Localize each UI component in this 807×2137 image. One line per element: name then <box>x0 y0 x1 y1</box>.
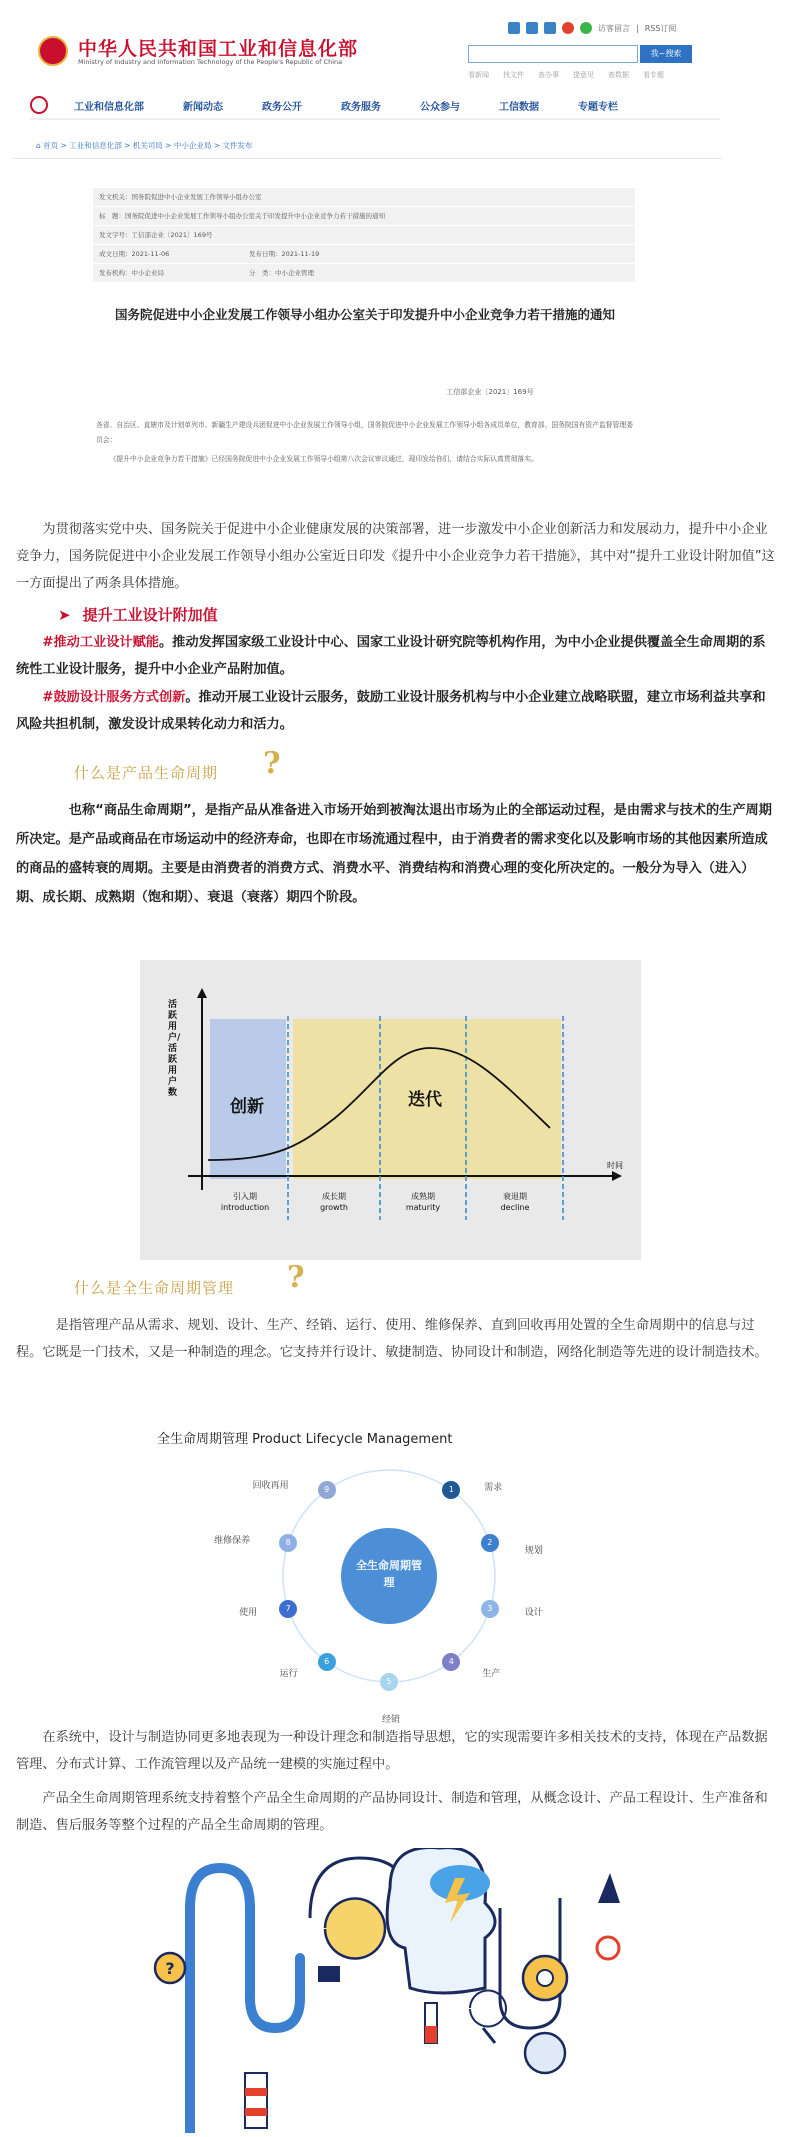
plm-center-label: 全生命周期管理 <box>356 1559 422 1589</box>
plm-node-label: 维修保养 <box>214 1536 251 1547</box>
breadcrumb-item[interactable]: 中小企业局 <box>173 141 212 150</box>
breadcrumb-item[interactable]: 文件发布 <box>222 141 253 150</box>
plm-node: 2 <box>481 1534 499 1552</box>
site-subtitle: Ministry of Industry and Information Technology of the People's Republic of China <box>78 58 343 66</box>
stage-label-en: maturity <box>405 1203 441 1212</box>
home-icon[interactable] <box>30 96 48 114</box>
rss-link[interactable]: RSS订阅 <box>644 23 677 33</box>
document-body <box>96 418 636 467</box>
accessibility-icon[interactable] <box>508 22 520 34</box>
quick-links <box>468 70 664 80</box>
plm-node-label: 运行 <box>279 1668 298 1679</box>
plc-paragraph: 也称“商品生命周期”，是指产品从准备进入市场开始到被淘汰退出市场为止的全部运动过程，是由需求与技术的生产周期所决定。是产品或商品在市场运动中的经济寿命，也即在市场流通过程中，由于消费者的需求变化以及影响市场的其他因素所造成的商品的盛转衰的周期。主要是由消费者的消费方式、消费水平、消费结构和消费心理的变化所决定的。一般分为导入（进入）期、成长期、成熟期（饱和期）、衰退（衰落）期四个阶段。 <box>16 803 772 905</box>
document-title: 国务院促进中小企业发展工作领导小组办公室关于印发提升中小企业竞争力若干措施的通知 <box>114 307 615 322</box>
quick-link[interactable]: 提意见 <box>573 71 594 79</box>
document-meta-table <box>93 188 635 283</box>
plm-node: 8 <box>279 1534 297 1552</box>
plm-node-label: 使用 <box>239 1607 258 1618</box>
breadcrumb: ⌂ 首页 > 工业和信息化部 > 机关司局 > 中小企业局 > 文件发布 <box>36 141 253 150</box>
heading-what-is-plm: 什么是全生命周期管理 <box>74 1279 235 1297</box>
plm-node-label: 需求 <box>484 1483 503 1494</box>
measure-2-paragraph: #鼓励设计服务方式创新。推动开展工业设计云服务，鼓励工业设计服务机构与中小企业建立战略联盟，建立市场利益共享和风险共担机制，激发设计成果转化动力和活力。 <box>16 690 766 732</box>
innovation-zone-label: 创新 <box>230 1097 264 1117</box>
plm-node: 5 <box>380 1673 398 1691</box>
stage-label-en: growth <box>320 1203 348 1212</box>
stage-label-cn: 成熟期 <box>411 1192 435 1201</box>
site-title: 中华人民共和国工业和信息化部 <box>78 38 359 60</box>
plm-node-label: 经销 <box>381 1715 400 1725</box>
meta-title: 标 题：国务院促进中小企业发展工作领导小组办公室关于印发提升中小企业竞争力若干措施的通知 <box>99 212 385 220</box>
plm-node: 7 <box>279 1600 297 1618</box>
quick-link[interactable]: 找文件 <box>503 71 524 79</box>
intro-paragraph: 为贯彻落实党中央、国务院关于促进中小企业健康发展的决策部署，进一步激发中小企业创新活力和发展动力，提升中小企业竞争力，国务院促进中小企业发展工作领导小组办公室近日印发《提升中小企业竞争力若干措施》，其中对“提升工业设计附加值”这一方面提出了两条具体措施。 <box>16 522 775 591</box>
plm-node-label: 回收再用 <box>252 1481 289 1492</box>
y-axis-label: 活跃用户/活跃用户数 <box>168 1000 181 1098</box>
target-icon <box>597 1937 619 1959</box>
measure-1-paragraph: #推动工业设计赋能。推动发挥国家级工业设计中心、国家工业设计研究院等机构作用，为中小企业提供覆盖全生命周期的系统性工业设计服务，提升中小企业产品附加值。 <box>16 635 766 677</box>
nav-item[interactable]: 政务公开 <box>262 101 302 113</box>
lightbulb-brain-icon <box>325 1899 385 1959</box>
quick-link[interactable]: 查数据 <box>608 71 629 79</box>
meta-date-written: 成文日期：2021-11-06 <box>99 250 170 258</box>
breadcrumb-item[interactable]: 工业和信息化部 <box>69 141 122 150</box>
lamp-icon <box>598 1873 620 1903</box>
search-input[interactable] <box>468 45 638 63</box>
lifecycle-chart-svg <box>140 960 641 1260</box>
weibo-icon[interactable] <box>562 22 574 34</box>
quick-link[interactable]: 查办事 <box>538 71 559 79</box>
document-paragraph: 各省、自治区、直辖市及计划单列市、新疆生产建设兵团促进中小企业发展工作领导小组，国务院促进中小企业发展工作领导小组各成员单位，教育部、国务院国有资产监督管理委员会： <box>96 421 633 444</box>
globe-icon <box>525 2033 565 2073</box>
plm-node: 9 <box>318 1481 336 1499</box>
quick-link[interactable]: 看新闻 <box>468 71 489 79</box>
document-number: 工信部企业〔2021〕169号 <box>446 388 534 396</box>
meta-date-published: 发布日期：2021-11-19 <box>249 250 320 258</box>
mobile-icon[interactable] <box>526 22 538 34</box>
nav-item[interactable]: 新闻动态 <box>183 101 223 113</box>
top-toolbar: 访客留言 | RSS订阅 <box>508 22 676 34</box>
plm-node: 6 <box>318 1653 336 1671</box>
plm-diagram-title: 全生命周期管理 Product Lifecycle Management <box>157 1432 453 1447</box>
meta-doc-no: 发文字号：工信部企业〔2021〕169号 <box>99 231 213 239</box>
nav-item[interactable]: 工业和信息化部 <box>74 101 144 113</box>
divider <box>12 158 722 159</box>
plm-node: 1 <box>442 1481 460 1499</box>
plm-node-label: 规划 <box>524 1546 543 1557</box>
innovation-illustration <box>150 1848 650 2133</box>
nav-item[interactable]: 公众参与 <box>420 101 460 113</box>
stage-label-cn: 衰退期 <box>503 1192 527 1201</box>
plm-paragraph: 是指管理产品从需求、规划、设计、生产、经销、运行、使用、维修保养、直到回收再用处置的全生命周期中的信息与过程。它既是一门技术，又是一种制造的理念。它支持并行设计、敏捷制造、协同设计和制造，网络化制造等先进的设计制造技术。 <box>16 1318 768 1360</box>
breadcrumb-item[interactable]: 机关司局 <box>132 141 163 150</box>
x-axis-label: 时间 <box>607 1161 623 1170</box>
meta-agency: 发布机构：中小企业局 <box>99 269 164 277</box>
main-nav <box>30 92 720 120</box>
wechat-icon[interactable] <box>580 22 592 34</box>
plm-node-label: 生产 <box>482 1668 501 1679</box>
nav-item[interactable]: 工信数据 <box>499 101 539 113</box>
nav-item[interactable]: 专题专栏 <box>578 101 618 113</box>
breadcrumb-item[interactable]: 首页 <box>43 141 59 150</box>
guestbook-link[interactable]: 访客留言 <box>598 23 630 33</box>
nav-item[interactable]: 政务服务 <box>341 101 381 113</box>
product-lifecycle-chart <box>140 960 641 1260</box>
mail-icon[interactable] <box>544 22 556 34</box>
heading-what-is-plc: 什么是产品生命周期 <box>74 764 219 782</box>
iteration-zone-label: 迭代 <box>408 1090 442 1110</box>
plm-node: 4 <box>442 1653 460 1671</box>
search-button[interactable]: 我~搜索 <box>640 45 692 63</box>
lighthouse-icon <box>245 2073 267 2128</box>
question-mark-icon: ? <box>287 1260 305 1295</box>
plm-node: 3 <box>481 1600 499 1618</box>
quick-link[interactable]: 看专题 <box>643 71 664 79</box>
stage-label-cn: 引入期 <box>233 1192 257 1201</box>
stage-label-cn: 成长期 <box>322 1192 346 1201</box>
system-paragraph-2: 产品全生命周期管理系统支持着整个产品全生命周期的产品协同设计、制造和管理，从概念设计、产品工程设计、生产准备和制造、售后服务等整个过程的产品全生命周期的管理。 <box>16 1791 768 1833</box>
illustration-svg <box>150 1848 650 2133</box>
svg-text:?: ? <box>165 1959 175 1978</box>
document-paragraph: 《提升中小企业竞争力若干措施》已经国务院促进中小企业发展工作领导小组第八次会议审议通过，现印发给你们，请结合实际认真贯彻落实。 <box>109 455 538 463</box>
meta-category: 分 类：中小企业管理 <box>249 269 314 277</box>
stage-label-en: decline <box>500 1203 530 1212</box>
meta-issuer: 发文机关：国务院促进中小企业发展工作领导小组办公室 <box>99 193 262 201</box>
plm-cycle-diagram <box>145 1418 645 1725</box>
stage-label-en: introduction <box>220 1203 270 1212</box>
national-emblem-logo <box>38 36 68 66</box>
question-mark-icon: ? <box>263 746 281 781</box>
section-heading-design-value: ➤ 提升工业设计附加值 <box>58 606 218 624</box>
plm-node-label: 设计 <box>524 1607 543 1618</box>
system-paragraph-1: 在系统中，设计与制造协同更多地表现为一种设计理念和制造指导思想，它的实现需要许多相关技术的支持，体现在产品数据管理、分布式计算、工作流管理以及产品统一建模的实施过程中。 <box>16 1730 768 1772</box>
embedded-page-screenshot <box>0 0 720 500</box>
triangle-bullet-icon: ➤ <box>58 606 71 624</box>
home-small-icon: ⌂ <box>36 141 41 150</box>
